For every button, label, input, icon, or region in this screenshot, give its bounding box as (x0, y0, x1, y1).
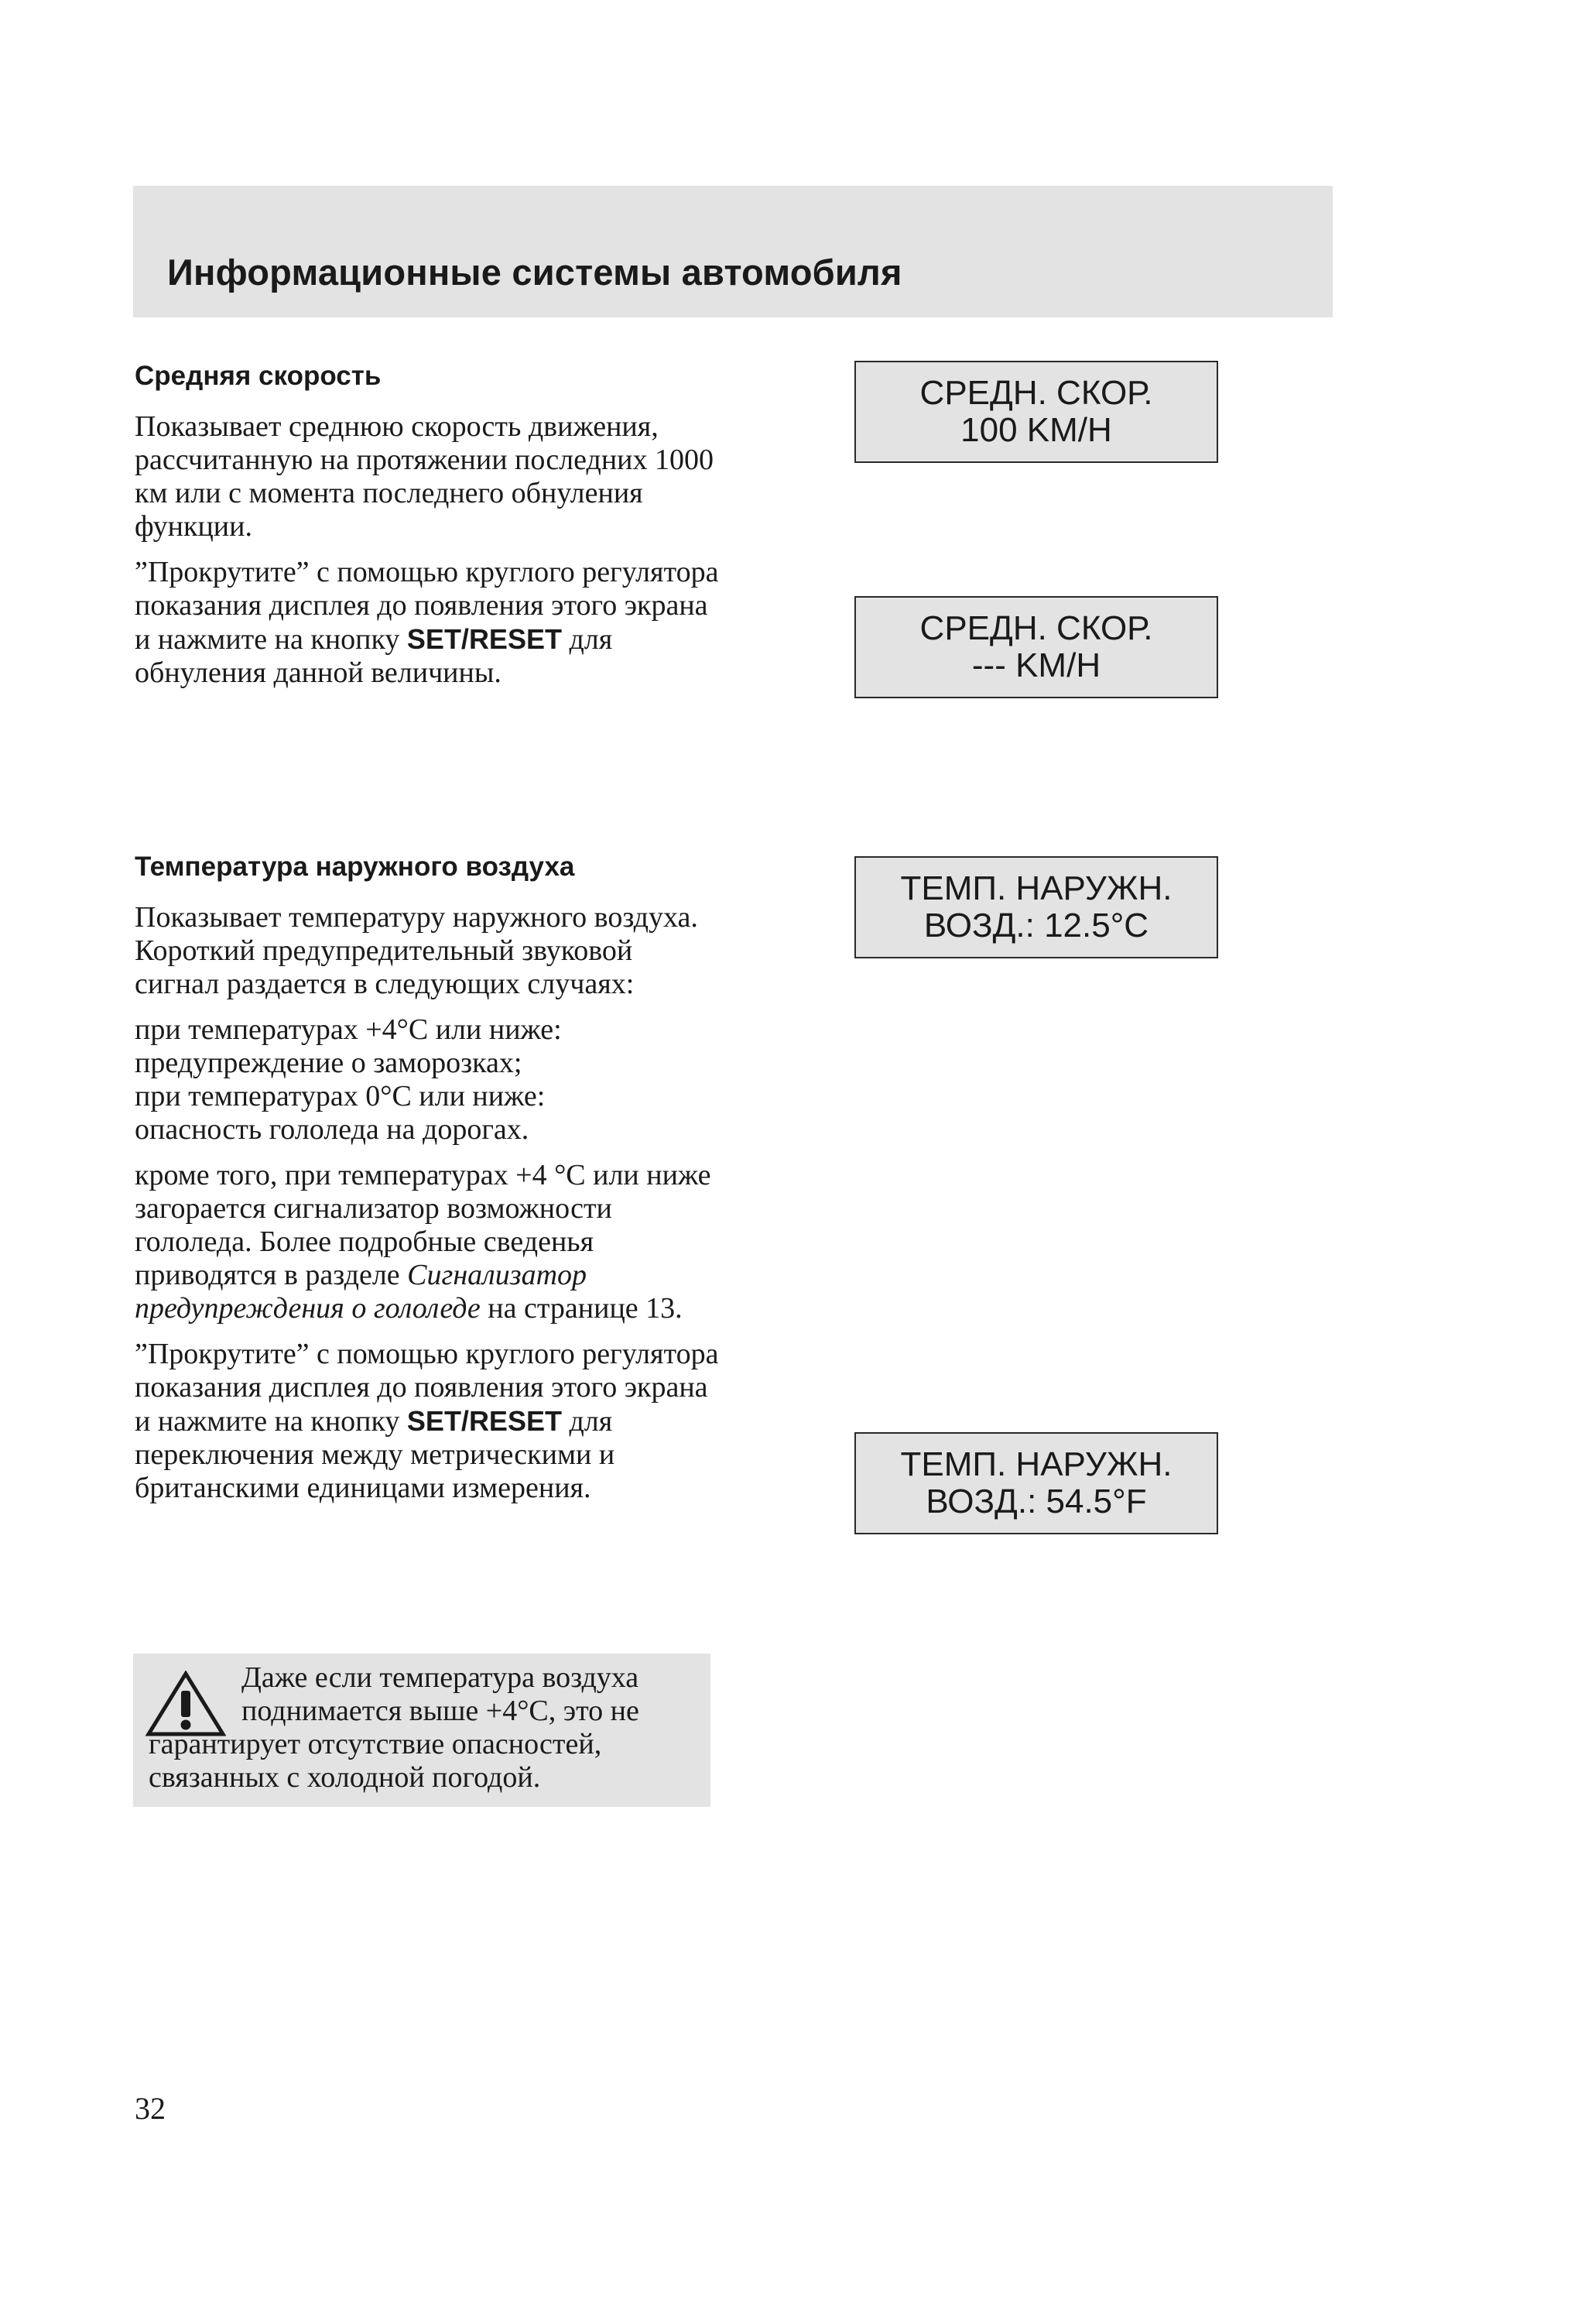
chapter-header (133, 186, 1333, 317)
section-reference: Сигнализатор предупреждения о гололеде (135, 1259, 587, 1325)
ice-indicator-note (135, 1159, 723, 1325)
display-line-1: ТЕМП. НАРУЖН. (900, 869, 1172, 907)
avg-speed-display (854, 361, 1218, 463)
units-toggle-instruction (135, 1338, 723, 1505)
note-text: кроме того, при температурах +4 °C или ниже загорается сигнализатор возможности гололеда. Более подробные сведенья приводятся в разделе (135, 1159, 711, 1291)
chapter-title: Информационные системы автомобиля (167, 252, 902, 293)
warning-rest: поднимается выше +4°C, это не гарантирует отсутствие опасностей, связанных с холодной погодой. (149, 1695, 639, 1794)
note-text-end: на странице 13. (480, 1292, 683, 1325)
outside-temp-fahrenheit-display (854, 1432, 1218, 1534)
avg-speed-reset-instruction (135, 556, 723, 690)
outside-temp-section (135, 852, 723, 1517)
temperature-warning-list (135, 1013, 723, 1147)
outside-temp-description: Показывает температуру наружного воздуха. Короткий предупредительный звуковой сигнал раздается в следующих случаях: (135, 901, 698, 1000)
frost-warning-line: предупреждение о заморозках; (135, 1047, 522, 1079)
page-number: 32 (135, 2091, 166, 2126)
avg-speed-reset-display (854, 596, 1218, 698)
frost-threshold-line: при температурах +4°C или ниже: (135, 1013, 562, 1046)
outside-temp-celsius-display (854, 856, 1218, 958)
avg-speed-heading: Средняя скорость (135, 361, 382, 391)
instruction-text: ”Прокрутите” с помощью круглого регулятора показания дисплея до появления этого экрана и нажмите на кнопку (135, 1338, 719, 1438)
avg-speed-description: Показывает среднюю скорость движения, рассчитанную на протяжении последних 1000 км или с момента последнего обнуления функции. (135, 410, 714, 543)
display-line-2: --- KM/H (971, 646, 1101, 684)
display-line-1: СРЕДН. СКОР. (919, 374, 1153, 412)
display-line-1: СРЕДН. СКОР. (919, 609, 1153, 647)
display-line-1: ТЕМП. НАРУЖН. (900, 1445, 1172, 1483)
instruction-text-end: для обнуления данной величины. (135, 623, 613, 689)
set-reset-key: SET/RESET (406, 623, 562, 655)
ice-warning-line: опасность гололеда на дорогах. (135, 1113, 529, 1146)
avg-speed-section (135, 361, 723, 702)
warning-text (149, 1661, 690, 1794)
display-line-2: 100 KM/H (960, 411, 1112, 449)
instruction-text-end: для переключения между метрическими и британскими единицами измерения. (135, 1405, 615, 1504)
display-line-2: ВОЗД.: 54.5°F (926, 1482, 1147, 1520)
cold-weather-warning (133, 1654, 710, 1807)
instruction-text: ”Прокрутите” с помощью круглого регулятора показания дисплея до появления этого экрана и нажмите на кнопку (135, 556, 719, 656)
display-line-2: ВОЗД.: 12.5°C (923, 907, 1149, 944)
set-reset-key: SET/RESET (406, 1405, 562, 1437)
warning-first-line: Даже если температура воздуха (241, 1661, 639, 1694)
ice-threshold-line: при температурах 0°C или ниже: (135, 1080, 546, 1112)
outside-temp-heading: Температура наружного воздуха (135, 852, 575, 882)
